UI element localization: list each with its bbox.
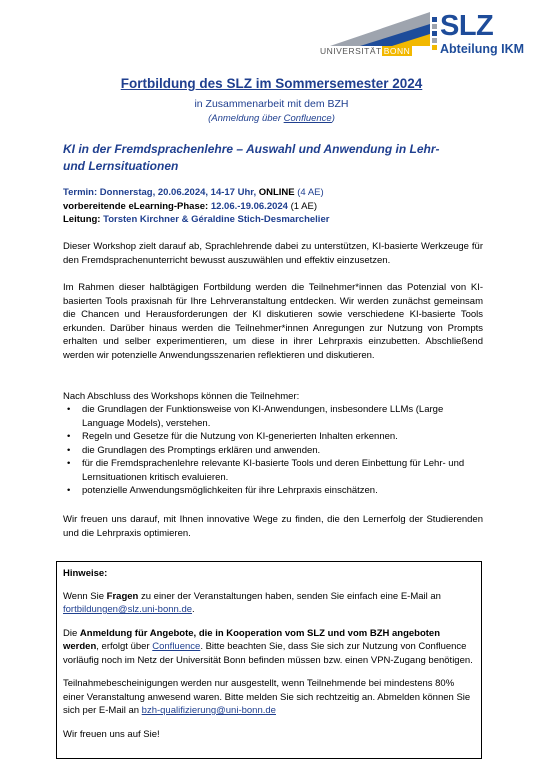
list-item: • für die Fremdsprachenlehre relevante KI-basierte Tools und deren Einbettung für Lehr- und Lernsituationen kritisch evaluieren. (67, 458, 465, 483)
notice-title: Hinweise: (63, 568, 108, 579)
intro-paragraph: Dieser Workshop zielt darauf ab, Sprachlehrende dabei zu unterstützen, KI-basierte Werkzeuge für den Fremdsprachenunterricht bewusst auszuwählen und effektiv einzusetzen. (63, 241, 483, 266)
university-name-badge: BONN (383, 46, 411, 56)
leitung-line: Leitung: Torsten Kirchner & Géraldine Stich-Desmarchelier (63, 214, 330, 225)
notice-registration: Die Anmeldung für Angebote, die in Kooperation vom SLZ und vom BZH angeboten werden, erfolgt über Confluence. Bitte beachten Sie, dass Sie sich zur Nutzung von Confluence vorläufig noch im Netz der Universität Bonn befinden müssen bzw. einen VPN-Zugang benötigen. (63, 627, 473, 666)
goals-list (63, 403, 483, 498)
body-paragraph: Im Rahmen dieser halbtägigen Fortbildung werden die Teilnehmer*innen das Potenzial von KI-basierten Tools praxisnah für Ihre Lehrveranstaltung entdecken. Wir werden zunächst gemeinsam die Chancen und Herausforderungen der KI diskutieren sowie verschiedene KI-basierte Tools erkunden. Darüber hinaus werden die Teilnehmer*innen Anregungen zur Nutzung von Prompts erhalten und selber experimentieren, um diese in ihrer Lehrpraxis einzubetten. Abschließend werden wir potenzielle Anwendungsszenarien reflektieren und diskutieren. (63, 282, 483, 361)
list-item: • Regeln und Gesetze für die Nutzung von KI-generierten Inhalten erkennen. (67, 431, 398, 442)
bullet-icon: • (67, 458, 71, 469)
page-subtitle: in Zusammenarbeit mit dem BZH (194, 98, 349, 110)
course-details (63, 186, 329, 227)
bullet-icon: • (67, 431, 71, 442)
confluence-link-notice[interactable]: Confluence (152, 641, 201, 652)
notice-certificates: Teilnahmebescheinigungen werden nur ausgestellt, wenn Teilnehmende bei mindestens 80% einer Veranstaltung anwesend waren. Bitte melden Sie sich rechtzeitig an. Abmelden können Sie sich per E-Mail an bzh-qualifizierung@uni-bonn.de (63, 678, 471, 716)
elearning-line: vorbereitende eLearning-Phase: 12.06.-19.06.2024 (1 AE) (63, 200, 317, 212)
list-item: • potenzielle Anwendungsmöglichkeiten für ihre Lehrpraxis einschätzen. (67, 485, 378, 496)
department-name: Abteilung IKM (440, 42, 525, 56)
course-title: KI in der Fremdsprachenlehre – Auswahl und Anwendung in Lehr- und Lernsituationen (63, 142, 440, 173)
page-title: Fortbildung des SLZ im Sommersemester 2024 (120, 76, 423, 91)
list-item: • die Grundlagen der Funktionsweise von KI-Anwendungen, insbesondere LLMs (Large Language Models), verstehen. (67, 404, 444, 429)
university-logo-graphic (330, 10, 430, 50)
registration-note: (Anmeldung über Confluence) (208, 113, 335, 124)
bullet-icon: • (67, 485, 71, 496)
notice-questions: Wenn Sie Fragen zu einer der Veranstaltungen haben, senden Sie einfach eine E-Mail an fortbildungen@slz.uni-bonn.de. (63, 590, 441, 615)
notice-box (56, 561, 482, 759)
list-item: • die Grundlagen des Promptings erklären und anwenden. (67, 444, 321, 456)
goals-intro: Nach Abschluss des Workshops können die Teilnehmer: (63, 391, 300, 402)
bullet-icon: • (67, 444, 71, 456)
slz-logo-bars (432, 17, 440, 55)
university-wordmark: UNIVERSITÄT BONN (320, 46, 411, 56)
confluence-link[interactable]: Confluence (283, 113, 332, 124)
email-link-bzh[interactable]: bzh-qualifizierung@uni-bonn.de (141, 705, 276, 716)
email-link-fortbildungen[interactable]: fortbildungen@slz.uni-bonn.de (63, 604, 193, 615)
slz-logo-text: SLZ (440, 10, 494, 42)
closing-paragraph: Wir freuen uns darauf, mit Ihnen innovative Wege zu finden, die den Lernerfolg der Studierenden und die Lehrpraxis optimieren. (63, 514, 483, 539)
bullet-icon: • (67, 404, 71, 415)
termin-line: Termin: Donnerstag, 20.06.2024, 14-17 Uhr, ONLINE (4 AE) (63, 187, 324, 198)
notice-closing: Wir freuen uns auf Sie! (63, 728, 160, 740)
